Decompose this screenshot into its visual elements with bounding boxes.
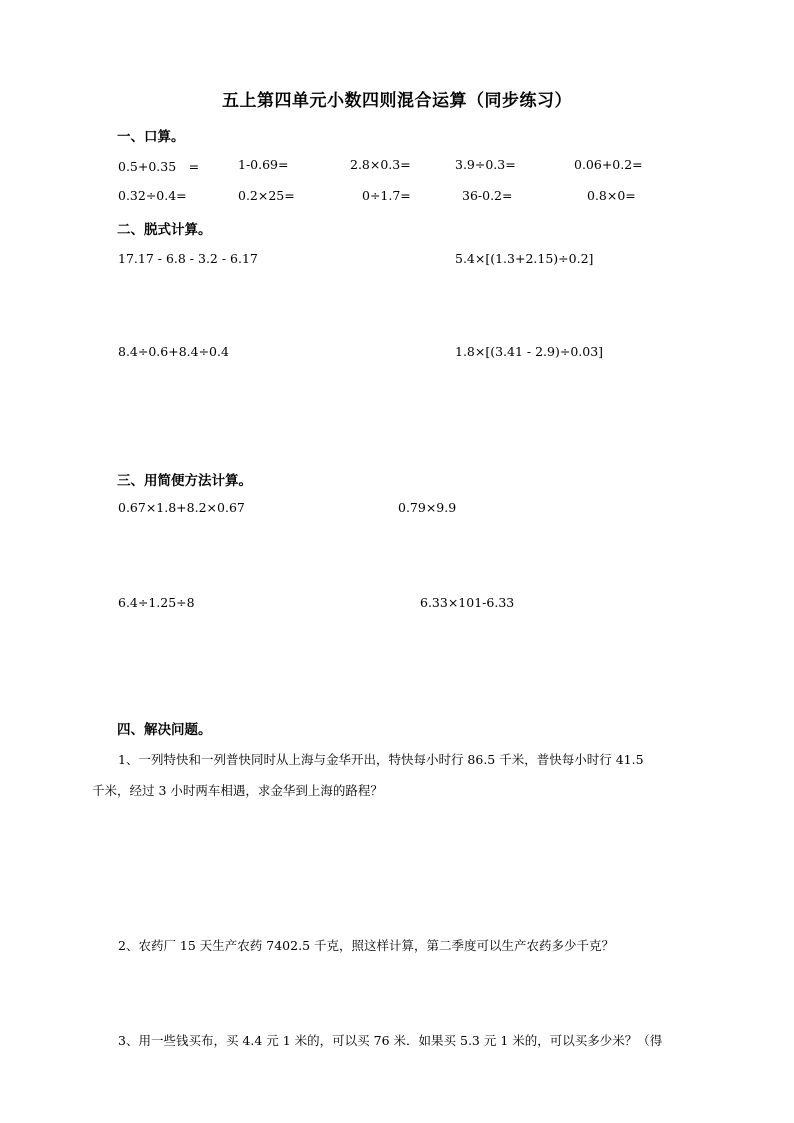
section-3-heading: 三、用简便方法计算。 bbox=[117, 473, 252, 489]
oral-item: 1-0.69= bbox=[238, 157, 289, 172]
oral-item: 0.5+0.35 = bbox=[118, 159, 200, 174]
oral-item: 3.9÷0.3= bbox=[455, 157, 516, 172]
section-1-heading: 一、口算。 bbox=[117, 129, 185, 145]
simplify-item: 6.33×101-6.33 bbox=[420, 595, 515, 610]
oral-item: 2.8×0.3= bbox=[350, 157, 411, 172]
simplify-item: 0.79×9.9 bbox=[398, 500, 457, 515]
step-calc-item: 8.4÷0.6+8.4÷0.4 bbox=[118, 344, 229, 359]
problem-1-line-2: 千米，经过 3 小时两车相遇，求金华到上海的路程？ bbox=[92, 783, 383, 798]
step-calc-item: 5.4×[(1.3+2.15)÷0.2] bbox=[455, 251, 594, 266]
simplify-item: 6.4÷1.25÷8 bbox=[118, 595, 195, 610]
problem-3: 3、用一些钱买布，买 4.4 元 1 米的，可以买 76 米．如果买 5.3 元 1 米的，可以买多少米？（得 bbox=[118, 1033, 663, 1048]
oral-item: 0.8×0= bbox=[587, 188, 636, 203]
step-calc-item: 17.17 - 6.8 - 3.2 - 6.17 bbox=[118, 251, 258, 266]
oral-item: 0.2×25= bbox=[238, 188, 295, 203]
section-4-heading: 四、解决问题。 bbox=[117, 722, 212, 738]
oral-item: 0÷1.7= bbox=[362, 188, 411, 203]
step-calc-item: 1.8×[(3.41 - 2.9)÷0.03] bbox=[455, 344, 604, 359]
problem-2: 2、农药厂 15 天生产农药 7402.5 千克，照这样计算，第二季度可以生产农药多少千克？ bbox=[118, 938, 614, 953]
section-2-heading: 二、脱式计算。 bbox=[117, 222, 212, 238]
oral-item: 0.06+0.2= bbox=[574, 157, 643, 172]
oral-item: 36-0.2= bbox=[462, 188, 513, 203]
page-title: 五上第四单元小数四则混合运算（同步练习） bbox=[222, 91, 572, 111]
oral-item: 0.32÷0.4= bbox=[118, 188, 187, 203]
simplify-item: 0.67×1.8+8.2×0.67 bbox=[118, 500, 245, 515]
problem-1-line-1: 1、一列特快和一列普快同时从上海与金华开出，特快每小时行 86.5 千米，普快每小时行 41.5 bbox=[118, 752, 644, 767]
